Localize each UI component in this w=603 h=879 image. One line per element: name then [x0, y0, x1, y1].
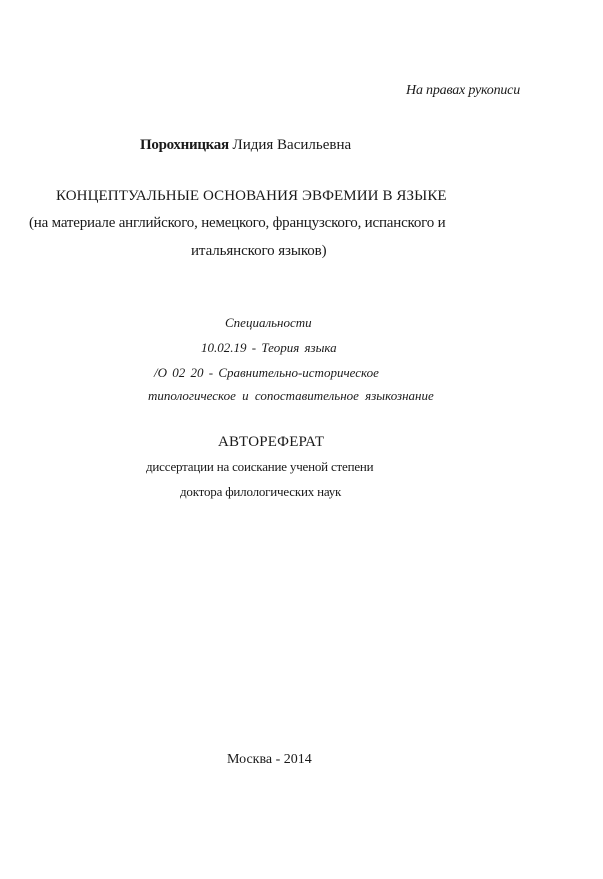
abstract-line-2: доктора филологических наук — [180, 484, 342, 499]
specialties-heading: Специальности — [225, 315, 312, 330]
specialty-line-3: типологическое и сопоставительное языкознание — [148, 388, 434, 403]
specialty-line-2: /О 02 20 - Сравнительно-историческое — [154, 365, 379, 380]
author-given-names: Лидия Васильевна — [232, 137, 352, 153]
rights-note: На правах рукописи — [406, 83, 520, 98]
subtitle-line-1: (на материале английского, немецкого, французского, испанского и — [29, 215, 446, 231]
document-title: КОНЦЕПТУАЛЬНЫЕ ОСНОВАНИЯ ЭВФЕМИИ В ЯЗЫКЕ — [56, 188, 447, 204]
specialty-line-1: 10.02.19 - Теория языка — [201, 340, 337, 355]
abstract-line-1: диссертации на соискание ученой степени — [146, 459, 374, 474]
abstract-heading: АВТОРЕФЕРАТ — [218, 434, 325, 450]
author-surname: Порохницкая — [140, 137, 229, 153]
place-year: Москва - 2014 — [227, 752, 312, 767]
author-name — [140, 138, 351, 153]
subtitle-line-2: итальянского языков) — [191, 243, 327, 259]
